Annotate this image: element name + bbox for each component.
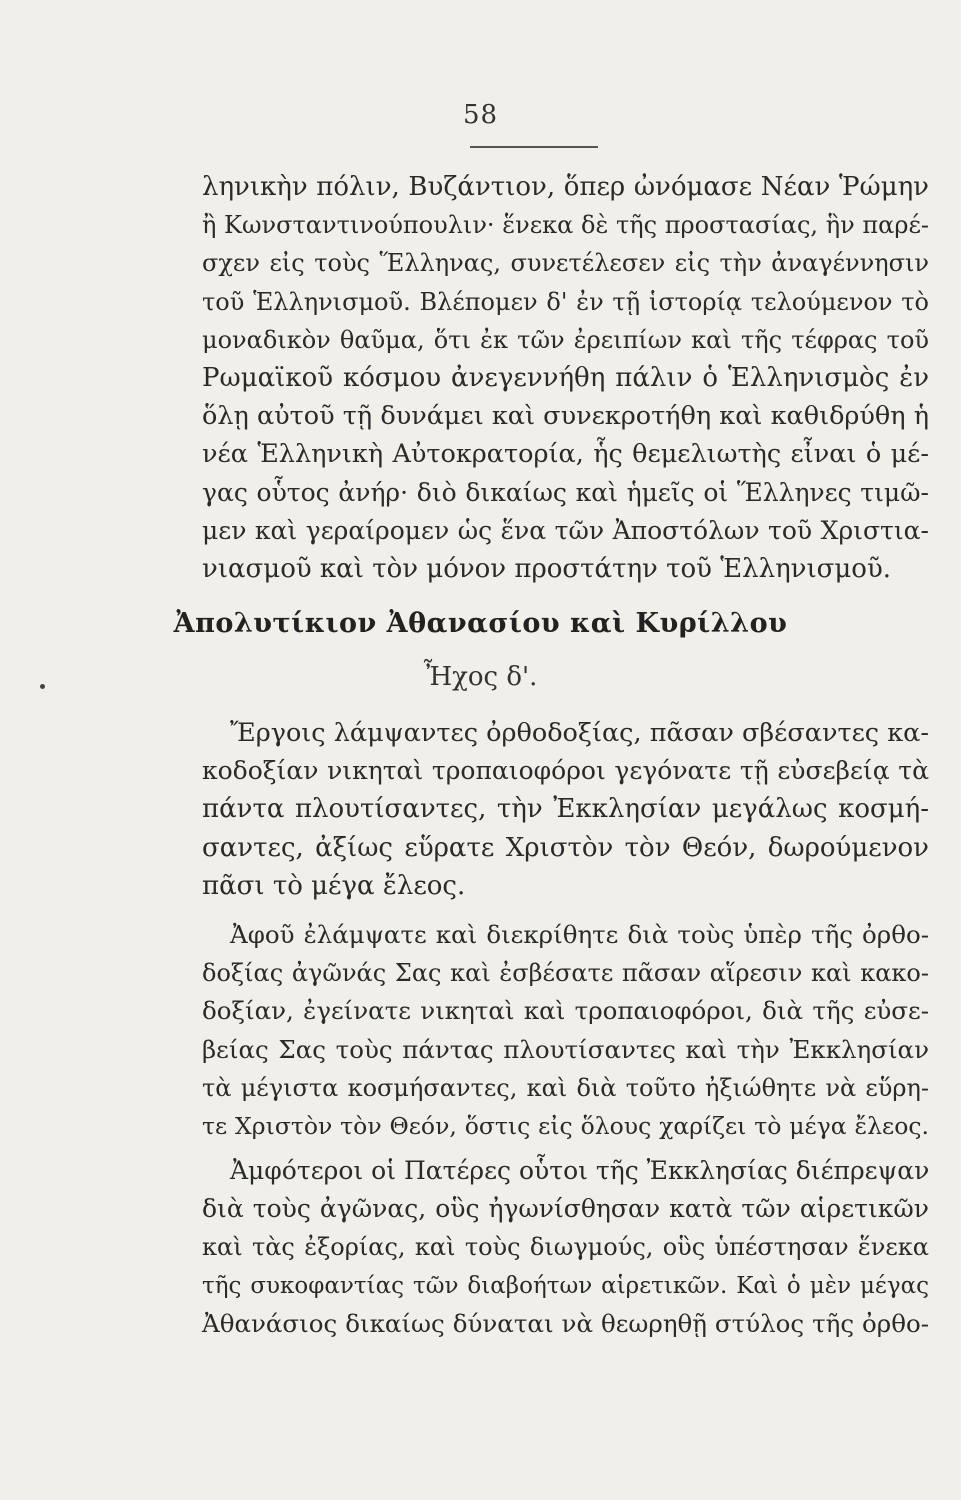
page-number-rule xyxy=(470,146,598,148)
paragraph-2 xyxy=(202,714,929,905)
text-line: βείας Σας τοὺς πάντας πλουτίσαντες καὶ τὴν Ἐκκλησίαν xyxy=(202,1034,929,1064)
text-line: νιασμοῦ καὶ τὸν μόνον προστάτην τοῦ Ἑλληνισμοῦ. xyxy=(202,554,892,585)
margin-dot xyxy=(40,684,45,689)
text-line: μεν καὶ γεραίρομεν ὡς ἕνα τῶν Ἀποστόλων τοῦ Χριστια- xyxy=(202,515,929,545)
text-line: ὅλῃ αὐτοῦ τῇ δυνάμει καὶ συνεκροτήθη καὶ καθιδρύθη ἡ xyxy=(202,401,929,432)
text-line: τοῦ Ἑλληνισμοῦ. Βλέπομεν δ' ἐν τῇ ἱστορίᾳ τελούμενον τὸ xyxy=(202,287,929,316)
text-line: διὰ τοὺς ἀγῶνας, οὓς ἠγωνίσθησαν κατὰ τῶν αἱρετικῶν xyxy=(202,1194,929,1224)
text-line: Ρωμαϊκοῦ κόσμου ἀνεγεννήθη πάλιν ὁ Ἑλληνισμὸς ἐν xyxy=(202,363,929,394)
paragraph-1 xyxy=(202,168,929,588)
text-line: Ἀφοῦ ἐλάμψατε καὶ διεκρίθητε διὰ τοὺς ὑπὲρ τῆς ὀρθο- xyxy=(230,920,929,949)
page-number: 58 xyxy=(462,100,499,130)
text-line: σχεν εἰς τοὺς Ἕλληνας, συνετέλεσεν εἰς τὴν ἀναγέννησιν xyxy=(202,249,929,278)
text-line: τῆς συκοφαντίας τῶν διαβοήτων αἱρετικῶν. Καὶ ὁ μὲν μέγας xyxy=(202,1272,929,1299)
paragraph-4 xyxy=(202,1152,929,1343)
text-line: τὰ μέγιστα κοσμήσαντες, καὶ διὰ τοῦτο ἠξιώθητε νὰ εὕρη- xyxy=(202,1073,929,1102)
text-line: δοξίαν, ἐγείνατε νικηταὶ καὶ τροπαιοφόροι, διὰ τῆς εὐσε- xyxy=(202,996,929,1026)
text-line: ληνικὴν πόλιν, Βυζάντιον, ὅπερ ὠνόμασε Νέαν Ῥώμην xyxy=(202,172,929,202)
text-line: πᾶσι τὸ μέγα ἔλεος. xyxy=(202,870,466,901)
text-line: κοδοξίαν νικηταὶ τροπαιοφόροι γεγόνατε τῇ εὐσεβείᾳ τὰ xyxy=(202,756,929,786)
text-line: γας οὗτος ἀνήρ· διὸ δικαίως καὶ ἡμεῖς οἱ Ἕλληνες τιμῶ- xyxy=(202,477,929,507)
text-line: ἢ Κωνσταντινούπουλιν· ἕνεκα δὲ τῆς προστασίας, ἣν παρέ- xyxy=(202,211,929,240)
paragraph-3 xyxy=(202,916,929,1145)
text-line: πάντα πλουτίσαντες, τὴν Ἐκκλησίαν μεγάλως κοσμή- xyxy=(202,794,929,825)
section-heading: Ἀπολυτίκιον Ἀθανασίου καὶ Κυρίλλου xyxy=(173,608,788,639)
text-line: καὶ τὰς ἐξορίας, καὶ τοὺς διωγμούς, οὓς ὑπέστησαν ἕνεκα xyxy=(202,1233,929,1262)
text-line: σαντες, ἀξίως εὕρατε Χριστὸν τὸν Θεόν, δωρούμενον xyxy=(202,832,929,863)
text-line: Ἔργοις λάμψαντες ὀρθοδοξίας, πᾶσαν σβέσαντες κα- xyxy=(230,718,929,748)
text-line: μοναδικὸν θαῦμα, ὅτι ἐκ τῶν ἐρειπίων καὶ τῆς τέφρας τοῦ xyxy=(202,325,929,354)
text-line: τε Χριστὸν τὸν Θεόν, ὅστις εἰς ὅλους χαρίζει τὸ μέγα ἔλεος. xyxy=(202,1112,929,1141)
mode-label: Ἦχος δ'. xyxy=(423,662,538,692)
text-line: Ἀμφότεροι οἱ Πατέρες οὗτοι τῆς Ἐκκλησίας διέπρεψαν xyxy=(230,1156,930,1185)
text-line: νέα Ἑλληνικὴ Αὐτοκρατορία, ἧς θεμελιωτὴς εἶναι ὁ μέ- xyxy=(202,439,929,470)
text-line: δοξίας ἀγῶνάς Σας καὶ ἐσβέσατε πᾶσαν αἵρεσιν καὶ κακο- xyxy=(202,959,929,988)
text-line: Ἀθανάσιος δικαίως δύναται νὰ θεωρηθῇ στύλος τῆς ὀρθο- xyxy=(202,1308,929,1338)
